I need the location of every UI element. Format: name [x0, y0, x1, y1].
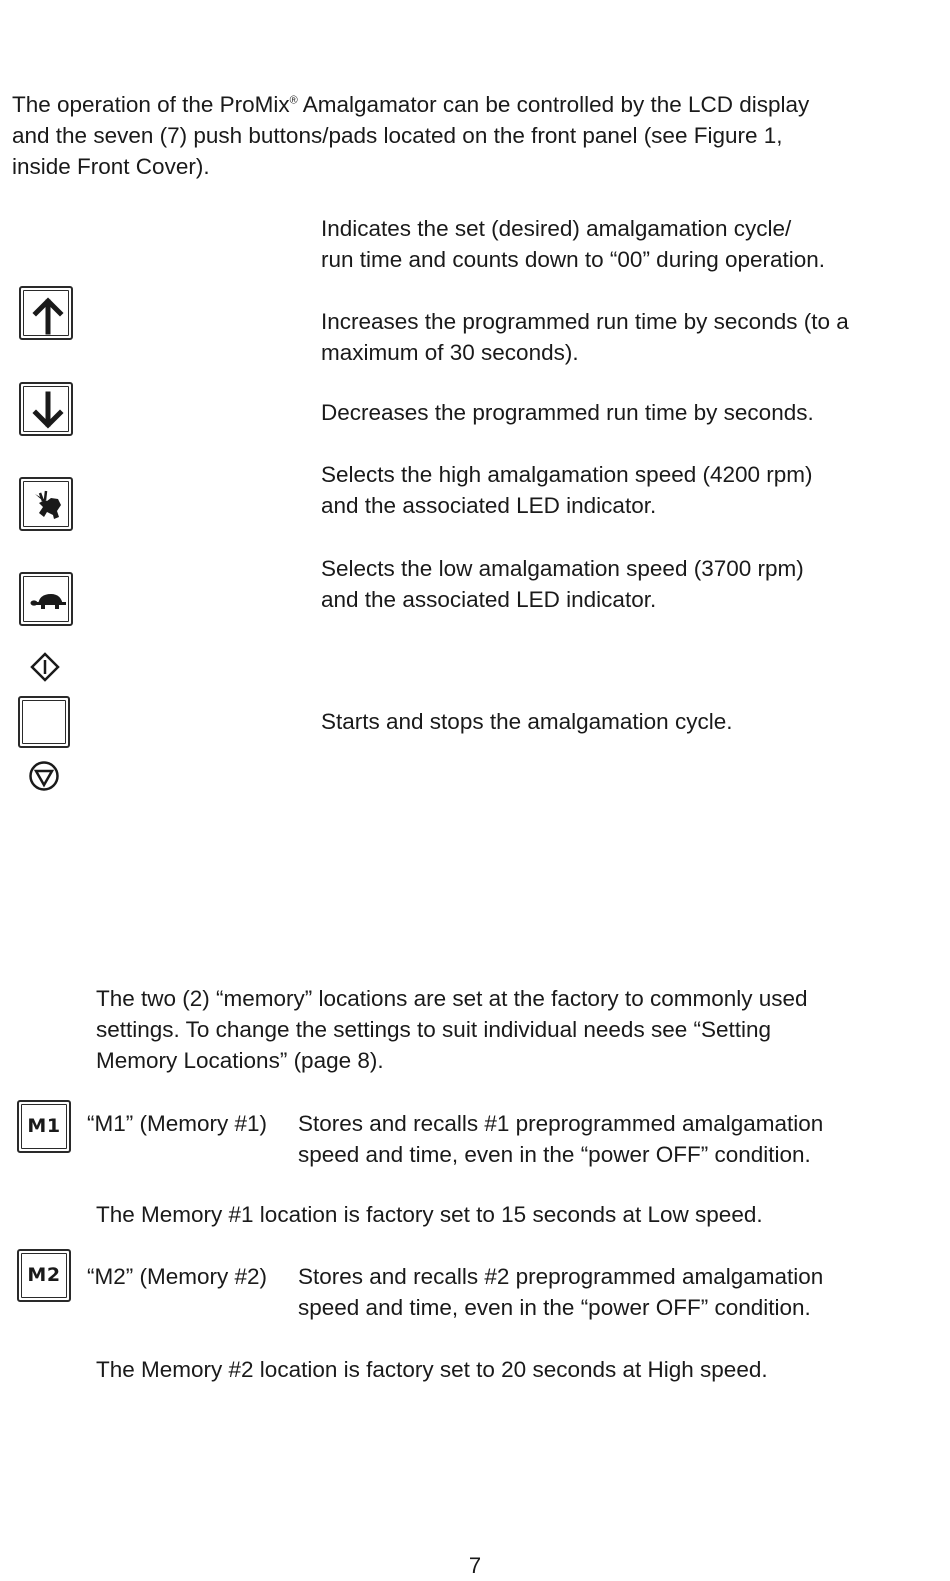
lcd-description: Indicates the set (desired) amalgamation cycle/ run time and counts down to “00” during operation.	[321, 216, 826, 272]
low-speed-button	[19, 572, 73, 626]
start-symbol-icon	[30, 652, 60, 682]
arrow-down-icon	[21, 384, 75, 438]
intro-line-1: The operation of the ProMix® Amalgamator can be controlled by the LCD display	[12, 92, 810, 117]
arrow-up-description: Increases the programmed run time by seconds (to a maximum of 30 seconds).	[321, 309, 849, 365]
arrow-down-button	[19, 382, 73, 436]
intro-line-3: inside Front Cover).	[12, 154, 210, 179]
m1-label: “M1” (Memory #1)	[87, 1111, 268, 1136]
intro-paragraph	[12, 89, 809, 182]
m2-button-label: M2	[27, 1264, 61, 1286]
arrow-up-icon	[21, 288, 75, 342]
high-speed-description: Selects the high amalgamation speed (4200 rpm) and the associated LED indicator.	[321, 462, 813, 518]
start-stop-button	[18, 696, 70, 748]
turtle-icon	[21, 574, 75, 628]
m1-description: Stores and recalls #1 preprogrammed amalgamation speed and time, even in the “power OFF” condition.	[298, 1111, 824, 1167]
intro-line-2: and the seven (7) push buttons/pads located on the front panel (see Figure 1,	[12, 123, 783, 148]
m1-button-label: M1	[27, 1115, 61, 1137]
m2-description: Stores and recalls #2 preprogrammed amalgamation speed and time, even in the “power OFF” condition.	[298, 1264, 824, 1320]
m2-factory-note: The Memory #2 location is factory set to 20 seconds at High speed.	[96, 1357, 768, 1382]
high-speed-button	[19, 477, 73, 531]
memory-intro: The two (2) “memory” locations are set at the factory to commonly used settings. To change the settings to suit individual needs see “Setting Memory Locations” (page 8).	[96, 986, 808, 1073]
m2-label: “M2” (Memory #2)	[87, 1264, 268, 1289]
start-stop-description: Starts and stops the amalgamation cycle.	[321, 709, 733, 734]
m1-button	[17, 1100, 71, 1153]
m2-button	[17, 1249, 71, 1302]
stop-symbol-icon	[28, 760, 60, 792]
page-number: 7	[468, 1553, 482, 1578]
m1-factory-note: The Memory #1 location is factory set to 15 seconds at Low speed.	[96, 1202, 763, 1227]
arrow-down-description: Decreases the programmed run time by seconds.	[321, 400, 814, 425]
arrow-up-button	[19, 286, 73, 340]
low-speed-description: Selects the low amalgamation speed (3700 rpm) and the associated LED indicator.	[321, 556, 804, 612]
registered-mark: ®	[289, 94, 298, 107]
rabbit-icon	[21, 479, 75, 533]
